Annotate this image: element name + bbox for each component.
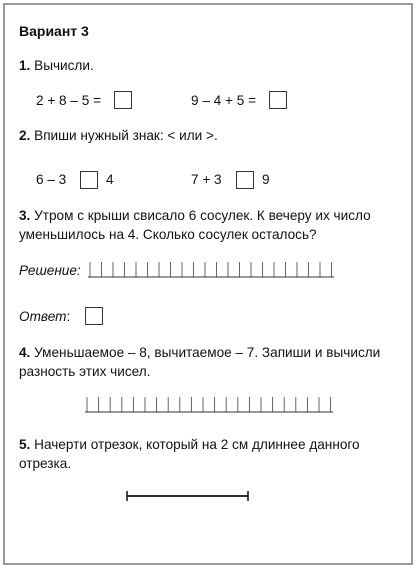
comparison-1-right: 4 bbox=[106, 172, 114, 187]
task-2-number: 2. bbox=[19, 128, 31, 143]
page-title: Вариант 3 bbox=[19, 23, 89, 39]
solution-label: Решение: bbox=[19, 263, 81, 278]
task-1-expression-1: 2 + 8 – 5 = bbox=[36, 93, 102, 108]
task-2-text: Впиши нужный знак: < или >. bbox=[34, 128, 218, 143]
comparison-2-right: 9 bbox=[262, 172, 270, 187]
task-4-text: Уменьшаемое – 8, вычитаемое – 7. Запиши и вычисли разность этих чисел. bbox=[19, 345, 381, 379]
comparison-2-left: 7 + 3 bbox=[191, 172, 222, 187]
task-3-text: Утром с крыши свисало 6 сосулек. К вечеру их число уменьшилось на 4. Сколько сосулек осталось? bbox=[19, 208, 371, 242]
task-4-number: 4. bbox=[19, 345, 31, 360]
task-1-text: Вычисли. bbox=[34, 58, 94, 73]
task-5-text: Начерти отрезок, который на 2 см длиннее данного отрезка. bbox=[19, 437, 360, 471]
task-1-number: 1. bbox=[19, 58, 31, 73]
answer-colon: : bbox=[66, 309, 71, 324]
task-5-number: 5. bbox=[19, 437, 31, 452]
task-1-expression-2: 9 – 4 + 5 = bbox=[191, 93, 257, 108]
task-3-number: 3. bbox=[19, 208, 31, 223]
answer-label: Ответ bbox=[19, 309, 67, 324]
comparison-1-left: 6 – 3 bbox=[36, 172, 67, 187]
